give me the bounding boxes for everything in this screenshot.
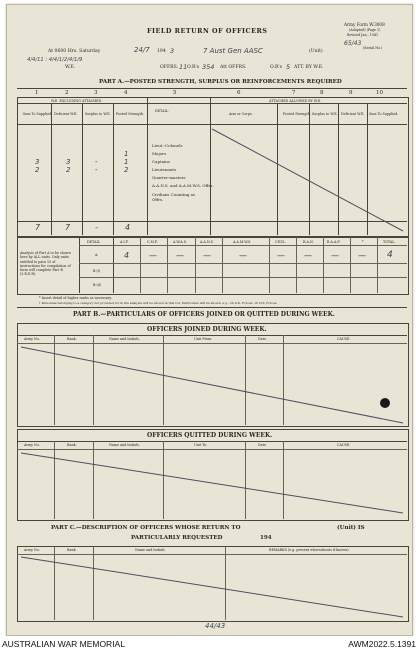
footnote: * Insert detail of higher ranks as necessary. — [39, 296, 112, 300]
year-prefix: 194 — [157, 49, 166, 54]
ors-label: O.R's — [187, 65, 200, 70]
total-value: 7 — [65, 223, 71, 232]
analysis-detail-head: DETAIL — [87, 240, 100, 244]
ors2-label: O.R's — [270, 65, 283, 70]
part-a-title: PART A.—POSTED STRENGTH, SURPLUS OR REINFORCEMENTS REQUIRED — [99, 79, 342, 85]
hand-value: 3 — [35, 158, 40, 166]
rank-label: Lieutenants — [152, 167, 177, 172]
form-revised: Revised Jan., 1941 — [347, 33, 379, 37]
analysis-row: B.(i) — [93, 269, 101, 273]
analysis-value: — — [149, 251, 157, 260]
table-head: Army No. — [24, 443, 40, 447]
joined-title: OFFICERS JOINED DURING WEEK. — [147, 326, 267, 333]
analysis-head: C.M.F. — [147, 240, 158, 244]
col-head: Sum To Supplied. — [23, 112, 53, 116]
analysis-row: A. — [95, 253, 99, 257]
analysis-row: B.(ii) — [93, 283, 102, 287]
rank-label: Quarter-masters — [152, 175, 186, 180]
cancel-stroke — [21, 557, 403, 617]
col-number: 7 — [292, 90, 296, 96]
col-number: 5 — [173, 90, 177, 96]
form-title: FIELD RETURN OF OFFICERS — [147, 27, 268, 35]
footer-institution: AUSTRALIAN WAR MEMORIAL — [2, 639, 125, 649]
footer-bar — [0, 636, 419, 653]
table-head: REMARKS (e.g. present whereabouts if known). — [269, 548, 350, 552]
part-c-year: 194 — [260, 535, 272, 541]
col-number: 1 — [35, 90, 39, 96]
detail-heading: DETAIL. — [155, 109, 169, 113]
hand-value: 2 — [66, 166, 71, 174]
col-number: 9 — [349, 90, 353, 96]
col-number: 6 — [237, 90, 241, 96]
form-adapted: (Adapted) (Page 1) — [349, 28, 381, 32]
analysis-head: R.A.N. — [303, 240, 314, 244]
table-head: Unit To. — [194, 443, 208, 447]
hand-value: 1 — [124, 150, 129, 158]
analysis-note: Analysis of Part A to be shown here by ALL units. Only units entitled to para 10 of instructions for compilation of form will complete Part B (3.R.E.R). — [20, 251, 71, 277]
col-number: 8 — [320, 90, 324, 96]
analysis-head: TOTAL. — [383, 240, 396, 244]
serial-value: 65/43 — [344, 40, 362, 47]
total-value: - — [95, 223, 98, 232]
analysis-head: A.I.F. — [120, 240, 129, 244]
table-head: Name and Initials. — [109, 337, 140, 341]
date-value: 24/7 — [134, 46, 150, 54]
hand-value: 2 — [35, 166, 40, 174]
unit-label: (Unit) — [309, 49, 323, 54]
at-hours-text: At 0600 Hrs. Saturday — [48, 49, 101, 54]
hand-value: - — [95, 158, 98, 166]
analysis-value: 4 — [124, 251, 130, 260]
analysis-value: — — [304, 251, 312, 260]
col-head: Arm or Corps. — [229, 112, 253, 116]
analysis-head: R.A.A.F. — [327, 240, 341, 244]
col-number: 3 — [94, 90, 98, 96]
table-head: CAUSE. — [337, 443, 351, 447]
part-c-subtitle: PARTICULARLY REQUESTED — [131, 535, 223, 541]
col-head: Posted Strength. — [116, 112, 145, 116]
analysis-value: — — [358, 251, 366, 260]
analysis-value: — — [331, 251, 339, 260]
analysis-value: — — [277, 251, 285, 260]
col-head: Surplus to W.E. — [312, 112, 338, 116]
total-value: 7 — [35, 223, 41, 232]
col-head: Surplus to W.E. — [85, 112, 111, 116]
rank-label: Lieut.-Colonels — [152, 143, 183, 148]
table-head: Army No. — [24, 548, 40, 552]
we-label: W.E. — [65, 65, 76, 70]
table-head: Rank. — [67, 443, 77, 447]
col-head: Deficient W.E. — [54, 112, 78, 116]
cancel-stroke — [212, 129, 403, 231]
table-head: Army No. — [24, 337, 40, 341]
analysis-value: — — [203, 251, 211, 260]
analysis-value: — — [176, 251, 184, 260]
ors2-value: 5 — [286, 63, 291, 71]
analysis-head: CIVIL. — [275, 240, 286, 244]
hand-value: 3 — [66, 158, 71, 166]
document-sheet — [6, 4, 413, 636]
analysis-value: — — [239, 251, 247, 260]
hand-value: - — [95, 166, 98, 174]
analysis-head: * — [362, 240, 364, 244]
page-mark: 44/43 — [205, 622, 226, 630]
offrs-value: 11 — [179, 63, 188, 71]
table-head: Rank — [67, 548, 76, 552]
part-c-unit-is: (Unit) IS — [337, 525, 365, 531]
analysis-head: A.A.N.S. — [200, 240, 214, 244]
attached-heading: ATTACHED ALLOWED BY W.E. — [269, 98, 322, 103]
form-number: Army Form W.3008 — [344, 22, 385, 27]
hand-value: 2 — [124, 166, 129, 174]
analysis-head: A.W.A.S. — [173, 240, 187, 244]
cancel-strokes — [7, 5, 412, 635]
part-c-title: PART C.—DESCRIPTION OF OFFICERS WHOSE RETURN TO — [51, 525, 241, 531]
att-offrs-label: Att OFFRS. — [220, 65, 247, 70]
table-head: Unit From. — [194, 337, 213, 341]
cancel-stroke — [21, 453, 403, 513]
col-number: 4 — [124, 90, 128, 96]
unit-value: 7 Aust Gen AASC — [203, 47, 263, 55]
table-head: CAUSE. — [337, 337, 351, 341]
cancel-stroke — [21, 347, 403, 423]
analysis-head: A.A.M.W.S. — [233, 240, 252, 244]
rank-label: Civilians Counting as Offrs. — [152, 192, 196, 202]
rank-label: Majors — [152, 151, 167, 156]
total-value: 4 — [125, 223, 131, 232]
table-head: Date. — [258, 443, 267, 447]
table-head: Date. — [258, 337, 267, 341]
table-head: Name and Initials. — [109, 443, 140, 447]
footer-accession: AWM2022.5.1391 — [348, 639, 416, 649]
col-head: Sum To Supplied. — [369, 112, 399, 116]
we-value: 4/4/11 : 4/4/1/2/4/1/9 — [27, 57, 83, 63]
rank-label: A.A.N.S. and A.A.M.W.S. Offrs. — [152, 183, 214, 188]
offrs-label: OFFRS. — [160, 65, 179, 70]
ors-value: 354 — [202, 63, 215, 71]
hand-value: 1 — [124, 158, 129, 166]
col-head: Deficient W.E. — [341, 112, 365, 116]
year-value: 3 — [170, 47, 175, 55]
analysis-value: 4 — [387, 250, 393, 260]
col-number: 10 — [376, 90, 383, 96]
we-excluding-heading: W.E. EXCLUDING ATTACHED. — [51, 98, 103, 103]
part-b-title: PART B.—PARTICULARS OF OFFICERS JOINED OR QUITTED DURING WEEK. — [73, 311, 335, 318]
table-head: Rank. — [67, 337, 77, 341]
serial-label: (Serial No.) — [363, 46, 383, 50]
att-by-we-label: ATT. BY W.E. — [294, 65, 324, 70]
col-number: 2 — [65, 90, 69, 96]
col-head: Posted Strength. — [283, 112, 312, 116]
footnote: † Personnel belonging to a category not provided for in the analysis will be shown in this Col. Particulars will be shown, e.g., 20 U.K. Forces; 10 N.Z. Forces. — [39, 301, 278, 305]
quitted-title: OFFICERS QUITTED DURING WEEK. — [147, 432, 273, 439]
table-head: Name and Initials — [135, 548, 165, 552]
rank-label: Captains — [152, 159, 170, 164]
